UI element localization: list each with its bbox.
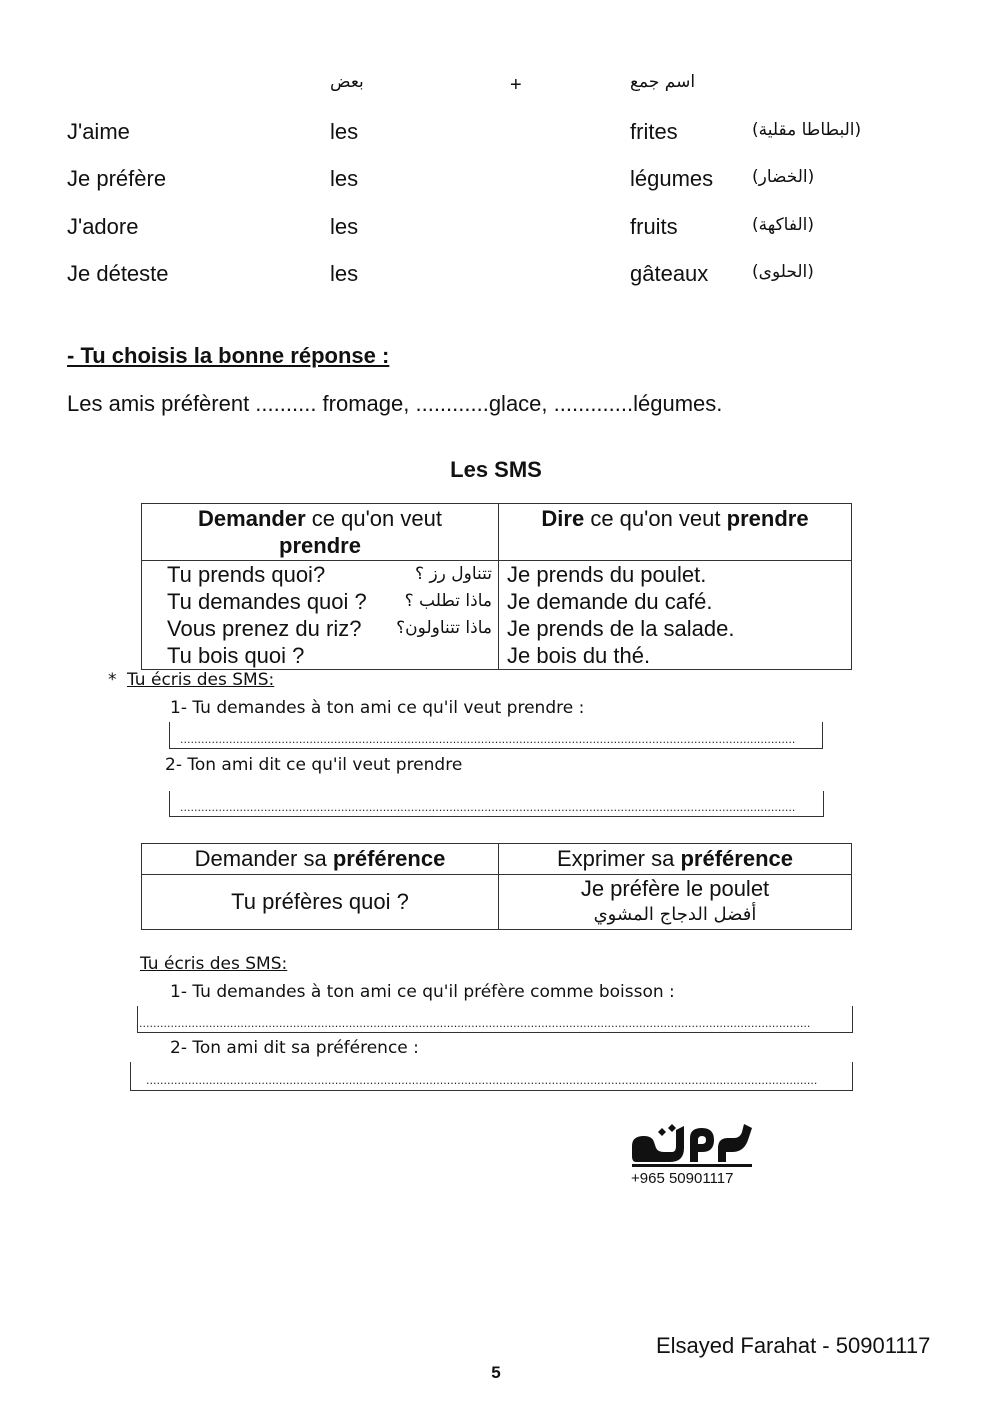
- answer: Je bois du thé.: [507, 643, 651, 668]
- take-table-questions: [142, 561, 499, 670]
- header-bold: Dire: [541, 506, 585, 531]
- preference-answer-fr: Je préfère le poulet: [580, 876, 770, 901]
- article: les: [330, 119, 359, 144]
- header-arabic-some: بعض: [330, 72, 364, 92]
- header-bold: prendre: [279, 533, 361, 558]
- verb: Je préfère: [67, 166, 167, 191]
- noun: gâteaux: [630, 261, 709, 286]
- answer: Je prends de la salade.: [507, 616, 735, 641]
- noun-arabic: (البطاطا مقلية): [752, 120, 862, 140]
- sms2-title: Tu écris des SMS:: [140, 954, 288, 974]
- question-arabic: ماذا تتناولون؟: [396, 618, 492, 638]
- noun-arabic: (الحلوى): [752, 262, 814, 282]
- sms-title: Les SMS: [450, 457, 542, 482]
- take-table-header-ask: [142, 504, 499, 561]
- logo-phone: +965 50901117: [631, 1170, 734, 1187]
- brand-logo: [628, 1118, 758, 1170]
- sms2-question-1: 1- Tu demandes à ton ami ce qu'il préfère comme boisson :: [170, 982, 675, 1002]
- article: les: [330, 214, 359, 239]
- sms1-dots-1: ................................................................................................................................................................................: [180, 733, 796, 746]
- preference-answer: [499, 875, 852, 930]
- footer-author: Elsayed Farahat - 50901117: [656, 1333, 931, 1358]
- preference-answer-ar: أفضل الدجاج المشوي: [593, 904, 757, 925]
- header-bold: Demander: [198, 506, 306, 531]
- question-list: [167, 561, 367, 669]
- sms2-question-2: 2- Ton ami dit sa préférence :: [170, 1038, 419, 1058]
- take-table: [141, 503, 852, 670]
- exercise-heading: - Tu choisis la bonne réponse :: [67, 343, 390, 368]
- header-plus: +: [510, 74, 522, 96]
- take-table-answers: [499, 561, 852, 670]
- noun-arabic: (الخضار): [752, 167, 815, 187]
- sms2-dots-2: ................................................................................................................................................................................................: [146, 1074, 818, 1087]
- take-table-header-say: [499, 504, 852, 561]
- header-plain: ce qu'on veut: [305, 506, 442, 531]
- question: Tu demandes quoi ?: [167, 589, 367, 614]
- question: Tu bois quoi ?: [167, 643, 305, 668]
- noun: fruits: [630, 214, 678, 239]
- sms1-star: *: [108, 670, 117, 690]
- noun-arabic: (الفاكهة): [752, 215, 814, 235]
- question: Vous prenez du riz?: [167, 616, 362, 641]
- question-arabic: ماذا تطلب ؟: [404, 591, 492, 611]
- preference-question: Tu préfères quoi ?: [142, 875, 499, 930]
- article: les: [330, 166, 359, 191]
- header-bold: prendre: [726, 506, 809, 531]
- verb: J'adore: [67, 214, 139, 239]
- header-plain: ce qu'on veut: [584, 506, 727, 531]
- preference-header-ask: [142, 844, 499, 875]
- header-arabic-plural-noun: اسم جمع: [630, 72, 696, 92]
- page-number: 5: [491, 1363, 501, 1382]
- sms1-question-1: 1- Tu demandes à ton ami ce qu'il veut prendre :: [170, 698, 585, 718]
- verb: J'aime: [67, 119, 130, 144]
- question: Tu prends quoi?: [167, 562, 326, 587]
- exercise-sentence: Les amis préfèrent .......... fromage, ............glace, .............légumes.: [67, 391, 723, 416]
- verb: Je déteste: [67, 261, 169, 286]
- preference-header-express: [499, 844, 852, 875]
- sms1-dots-2: ................................................................................................................................................................................: [180, 801, 796, 814]
- noun: légumes: [630, 166, 714, 191]
- sms1-title: Tu écris des SMS:: [127, 670, 275, 690]
- question-arabic: تتناول رز ؟: [415, 564, 492, 584]
- article: les: [330, 261, 359, 286]
- answer: Je demande du café.: [507, 589, 713, 614]
- preference-table: [141, 843, 852, 930]
- sms1-question-2: 2- Ton ami dit ce qu'il veut prendre: [165, 755, 463, 775]
- header-bold: préférence: [332, 846, 446, 871]
- question-arabic-list: [396, 561, 492, 642]
- noun: frites: [630, 119, 678, 144]
- answer: Je prends du poulet.: [507, 562, 707, 587]
- header-bold: préférence: [680, 846, 793, 871]
- sms2-dots-1: ................................................................................................................................................................................................: [139, 1017, 811, 1030]
- header-plain: Demander sa: [194, 846, 333, 871]
- header-plain: Exprimer sa: [557, 846, 681, 871]
